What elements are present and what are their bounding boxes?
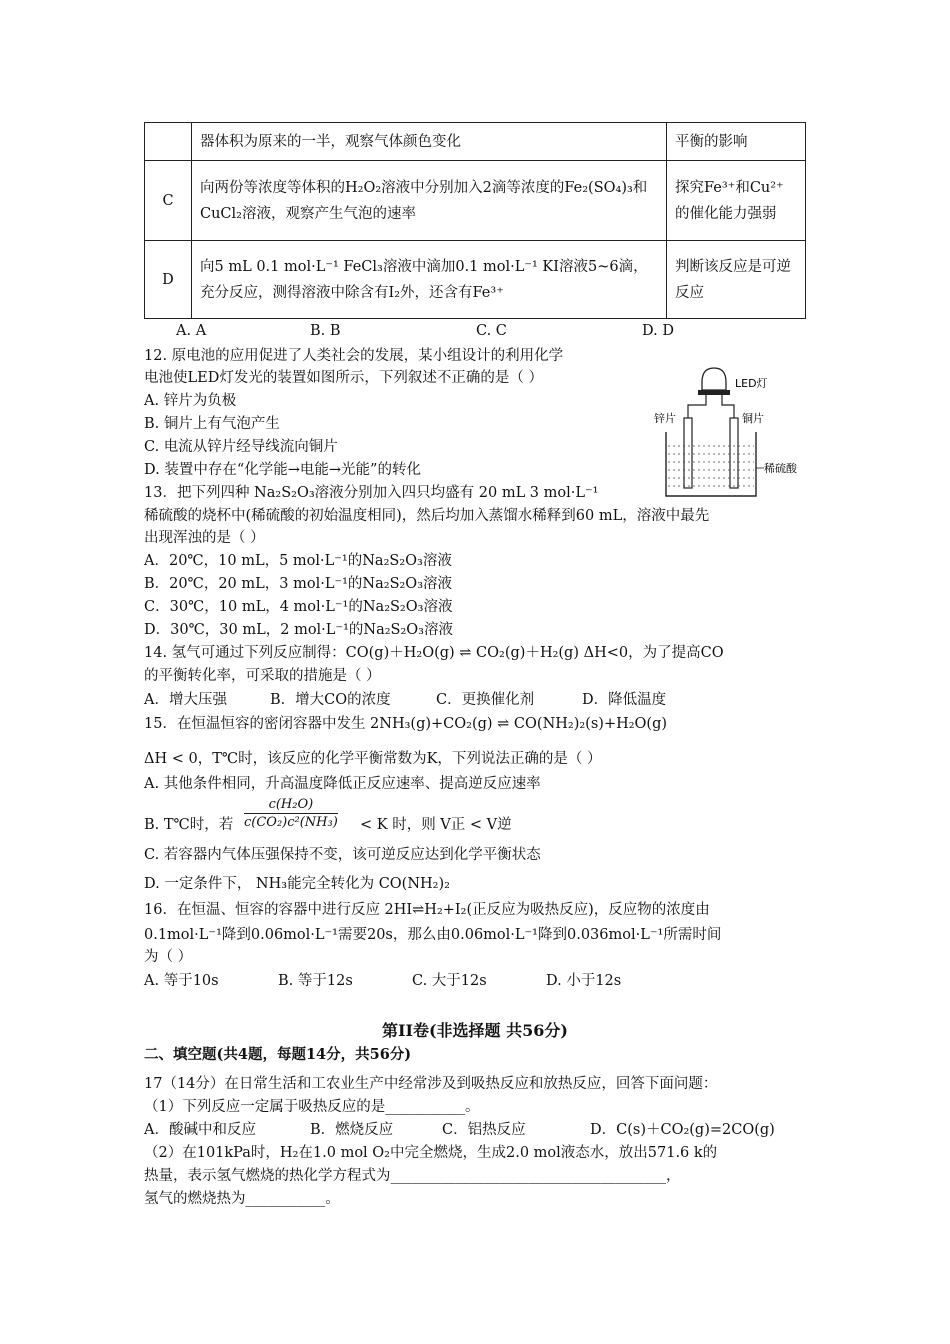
option: C. 大于12s (412, 973, 487, 989)
q17-options (144, 1120, 775, 1140)
row-purpose: 平衡的影响 (667, 123, 806, 161)
q12-stem: 电池使LED灯发光的装置如图所示，下列叙述不正确的是（ ） (144, 370, 543, 386)
option: C. C (476, 323, 507, 339)
row-label (145, 123, 192, 161)
q12-option-a: A. 锌片为负极 (144, 393, 237, 409)
q15-stem: 15．在恒温恒容的密闭容器中发生 2NH₃(g)+CO₂(g) ⇌ CO(NH₂)₂(s)+H₂O(g) (144, 716, 668, 732)
option: D. 小于12s (546, 973, 622, 989)
q13-option-d: D．30℃，30 mL，2 mol·L⁻¹的Na₂S₂O₃溶液 (144, 622, 453, 638)
table-row (145, 161, 806, 241)
q12-option-d: D. 装置中存在“化学能→电能→光能”的转化 (144, 462, 421, 478)
option: D．C(s)＋CO₂(g)=2CO(g) (590, 1122, 775, 1138)
q13-option-b: B．20℃，20 mL，3 mol·L⁻¹的Na₂S₂O₃溶液 (144, 576, 453, 592)
copper-label: 铜片 (742, 412, 764, 425)
q12-option-c: C. 电流从锌片经导线流向铜片 (144, 439, 338, 455)
option: A. 等于10s (144, 973, 219, 989)
option: D．降低温度 (582, 692, 667, 708)
zinc-electrode (684, 418, 692, 488)
row-label: D (145, 241, 192, 319)
wire (688, 402, 706, 418)
row-purpose: 探究Fe³⁺和Cu²⁺的催化能力强弱 (667, 161, 806, 241)
q17-stem: 17（14分）在日常生活和工农业生产中经常涉及到吸热反应和放热反应，回答下面问题： (144, 1076, 718, 1092)
row-desc: 向两份等浓度等体积的H₂O₂溶液中分别加入2滴等浓度的Fe₂(SO₄)₃和CuCl₂溶液，观察产生气泡的速率 (192, 161, 667, 241)
q14-stem: 的平衡转化率，可采取的措施是（ ） (144, 668, 381, 684)
fraction-numerator: c(H₂O) (268, 797, 314, 812)
q16-options (144, 971, 621, 991)
battery-diagram (636, 360, 806, 500)
zinc-label: 锌片 (654, 412, 676, 425)
option: B. B (310, 323, 341, 339)
q13-option-a: A．20℃，10 mL，5 mol·L⁻¹的Na₂S₂O₃溶液 (144, 553, 452, 569)
q12-stem: 12. 原电池的应用促进了人类社会的发展，某小组设计的利用化学 (144, 348, 564, 364)
led-base (698, 390, 730, 395)
section-heading: 二、填空题(共4题，每题14分，共56分) (144, 1046, 412, 1063)
q15-option-d: D. 一定条件下， NH₃能完全转化为 CO(NH₂)₂ (144, 876, 450, 892)
q17-sub2: 氢气的燃烧热为___________。 (144, 1191, 340, 1207)
q17-sub2: 热量，表示氢气燃烧的热化学方程式为______________________________________， (144, 1168, 681, 1184)
led-label: LED灯 (735, 377, 768, 390)
option: B．增大CO的浓度 (270, 692, 391, 708)
acid-solution (668, 446, 754, 486)
q15-stem: ΔH < 0，T℃时，该反应的化学平衡常数为K，下列说法正确的是（ ） (144, 751, 602, 767)
option: A．增大压强 (144, 692, 227, 708)
q15-fraction (244, 796, 338, 831)
q14-options (144, 690, 666, 710)
copper-electrode (730, 418, 738, 488)
q15-option-a: A. 其他条件相同，升高温度降低正反应速率、提高逆反应速率 (144, 776, 541, 792)
q17-sub1: （1）下列反应一定属于吸热反应的是___________。 (144, 1099, 480, 1115)
battery-figure (636, 360, 806, 500)
table-row (145, 241, 806, 319)
option: C．更换催化剂 (436, 692, 535, 708)
acid-label: 稀硫酸 (764, 462, 797, 475)
q13-option-c: C．30℃，10 mL，4 mol·L⁻¹的Na₂S₂O₃溶液 (144, 599, 453, 615)
option: B．燃烧反应 (310, 1122, 394, 1138)
option: B. 等于12s (278, 973, 353, 989)
q13-stem: 出现浑浊的是（ ） (144, 530, 265, 546)
q17-sub2: （2）在101kPa时，H₂在1.0 mol O₂中完全燃烧，生成2.0 mol液态水，放出571.6 k的 (144, 1145, 718, 1161)
fraction-denominator: c(CO₂)c²(NH₃) (244, 815, 338, 830)
table-row (145, 123, 806, 161)
part2-title: 第II卷(非选择题 共56分) (382, 1021, 568, 1040)
q12-option-b: B. 铜片上有气泡产生 (144, 416, 280, 432)
q16-stem: 0.1mol·L⁻¹降到0.06mol·L⁻¹需要20s，那么由0.06mol·L⁻¹降到0.036mol·L⁻¹所需时间 (144, 927, 722, 943)
q14-stem: 14. 氢气可通过下列反应制得：CO(g)＋H₂O(g) ⇌ CO₂(g)＋H₂(g) ΔH<0，为了提高CO (144, 645, 724, 661)
row-desc: 器体积为原来的一半，观察气体颜色变化 (192, 123, 667, 161)
q16-stem: 16．在恒温、恒容的容器中进行反应 2HI⇌H₂+I₂(正反应为吸热反应)，反应物的浓度由 (144, 902, 710, 918)
q16-stem: 为（ ） (144, 949, 193, 965)
experiment-table (144, 122, 806, 319)
q15-option-b-prefix: B. T℃时，若 (144, 817, 234, 833)
option: C．铝热反应 (442, 1122, 526, 1138)
option: D. D (642, 323, 674, 339)
row-label: C (145, 161, 192, 241)
led-bulb-icon (702, 368, 726, 390)
q13-stem: 13．把下列四种 Na₂S₂O₃溶液分别加入四只均盛有 20 mL 3 mol·L⁻¹ (144, 485, 599, 501)
option: A．酸碱中和反应 (144, 1122, 256, 1138)
wire (722, 402, 734, 418)
row-desc: 向5 mL 0.1 mol·L⁻¹ FeCl₃溶液中滴加0.1 mol·L⁻¹ KI溶液5~6滴，充分反应，测得溶液中除含有I₂外，还含有Fe³⁺ (192, 241, 667, 319)
q13-stem: 稀硫酸的烧杯中(稀硫酸的初始温度相同)，然后均加入蒸馏水稀释到60 mL，溶液中最先 (144, 508, 710, 524)
q11-options (176, 321, 674, 341)
q15-option-b-rest: < K 时，则 V正 < V逆 (360, 817, 512, 833)
option: A. A (176, 323, 207, 339)
q15-option-c: C. 若容器内气体压强保持不变，该可逆反应达到化学平衡状态 (144, 847, 541, 863)
row-purpose: 判断该反应是可逆反应 (667, 241, 806, 319)
